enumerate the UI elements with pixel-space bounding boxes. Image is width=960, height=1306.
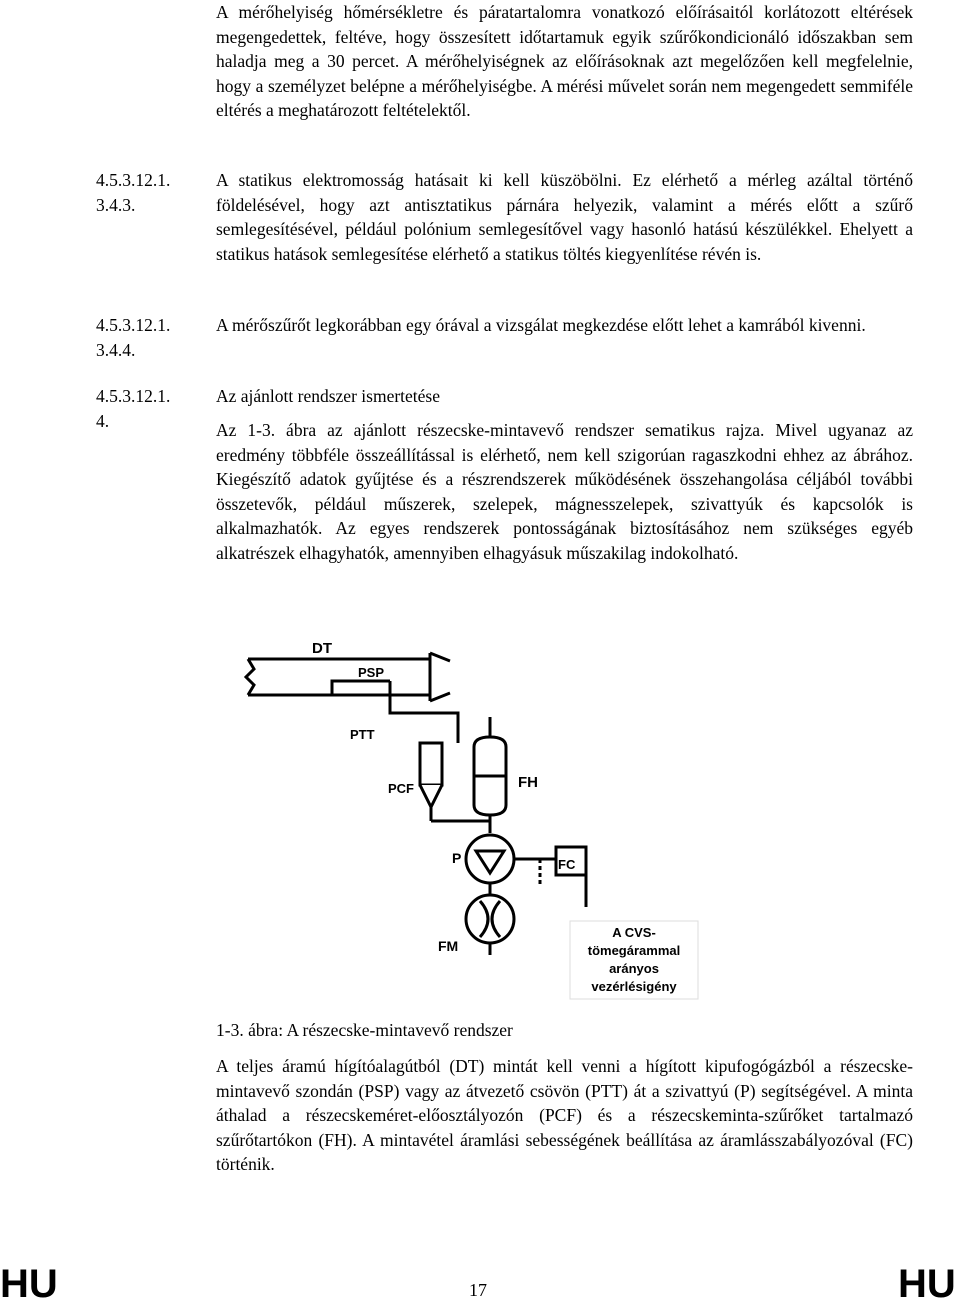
filter-holder — [474, 717, 506, 825]
section-number-3-4-4: 4.5.3.12.1. 3.4.4. — [96, 315, 171, 360]
flow-controller — [514, 847, 586, 907]
label-fc: FC — [558, 857, 576, 872]
sampling-probe — [332, 681, 390, 695]
pre-classifier — [420, 743, 442, 821]
pump — [466, 835, 514, 883]
section-heading: Az ajánlott rendszer ismertetése — [216, 386, 440, 406]
label-fm: FM — [438, 938, 459, 954]
paragraph-filter-removal: A mérőszűrőt legkorábban egy órával a vizsgálat megkezdése előtt lehet a kamrából kivenni. — [216, 315, 866, 335]
transfer-tube — [390, 695, 458, 743]
footer-country-code-left: HU — [0, 1262, 58, 1306]
paragraph-sampling-description: A teljes áramú hígítóalagútból (DT) mintát kell venni a hígított kipufogógázból a részecske-mintavevő szondán (PSP) vagy az átvezető csövön (PTT) át a szivattyú (P) segítségével. A minta áthalad a részecskeméret-előosztályozón (PCF) és a részecskeminta-szűrőket tartalmazó szűrőtartókon (FH). A mintavétel áramlási sebességének beállítása az áramlásszabályozóval (FC) történik. — [216, 1056, 913, 1175]
cvs-note — [570, 921, 698, 999]
footer-country-code-right: HU — [898, 1262, 956, 1306]
sampling-system-diagram — [240, 625, 710, 1010]
section-number-4: 4.5.3.12.1. 4. — [96, 386, 171, 431]
paragraph-intro: A mérőhelyiség hőmérsékletre és páratartalomra vonatkozó előírásaitól korlátozott eltérések megengedettek, feltéve, hogy összesített időtartamuk egyik szűrőkondicionáló időszakban sem haladja meg a 30 percet. A mérőhelyiségnek az előírásoknak azt megelőzően kell megfelelnie, hogy a személyzet belépne a mérőhelyiségbe. A mérési művelet során nem megengedett semmiféle eltérés a meghatározott feltételektől. — [216, 2, 913, 121]
paragraph-static-electricity: A statikus elektromosság hatásait ki kell küszöbölni. Ez elérhető a mérleg azáltal történő földelésével, hogy azt antisztatikus párnára helyezik, valamint a mérés előtt a szűrő semlegesítésével, például polónium semlegesítővel vagy hasonló hatású készülékkel. Ehelyett a statikus hatások semlegesítése elérhető a statikus töltés kiegyenlítése révén is. — [216, 170, 913, 264]
flow-meter — [466, 883, 514, 955]
label-ptt: PTT — [350, 727, 375, 742]
label-fh: FH — [518, 774, 538, 791]
page-number: 17 — [469, 1280, 487, 1300]
cvs-note-line-2: tömegárammal — [587, 943, 681, 958]
cvs-note-line-1: A CVS- — [612, 925, 656, 940]
label-pcf: PCF — [388, 781, 414, 796]
cvs-note-line-4: vezérlésigény — [591, 979, 677, 994]
label-p: P — [452, 850, 462, 866]
paragraph-system-description: Az 1-3. ábra az ajánlott részecske-mintavevő rendszer sematikus rajza. Mivel ugyanaz az eredmény többféle összeállítással is elérhető, nem kell szigorúan ragaszkodni ehhez az ábrához. Kiegészítő adatok gyűjtése és a részrendszerek működésének összehangolása céljából további összetevők, például műszerek, szelepek, mágnesszelepek, szivattyúk és kapcsolók is alkalmazhatók. Az egyes rendszerek pontosságának biztosításához nem szükséges egyéb alkatrészek elhagyhatók, amennyiben elhagyásuk műszakilag indokolható. — [216, 420, 913, 563]
dilution-tunnel — [246, 653, 450, 701]
label-dt: DT — [312, 640, 332, 657]
figure-caption: 1-3. ábra: A részecske-mintavevő rendszer — [216, 1020, 513, 1040]
section-number-3-4-3: 4.5.3.12.1. 3.4.3. — [96, 170, 171, 215]
cvs-note-line-3: arányos — [609, 961, 659, 976]
label-psp: PSP — [358, 665, 385, 680]
